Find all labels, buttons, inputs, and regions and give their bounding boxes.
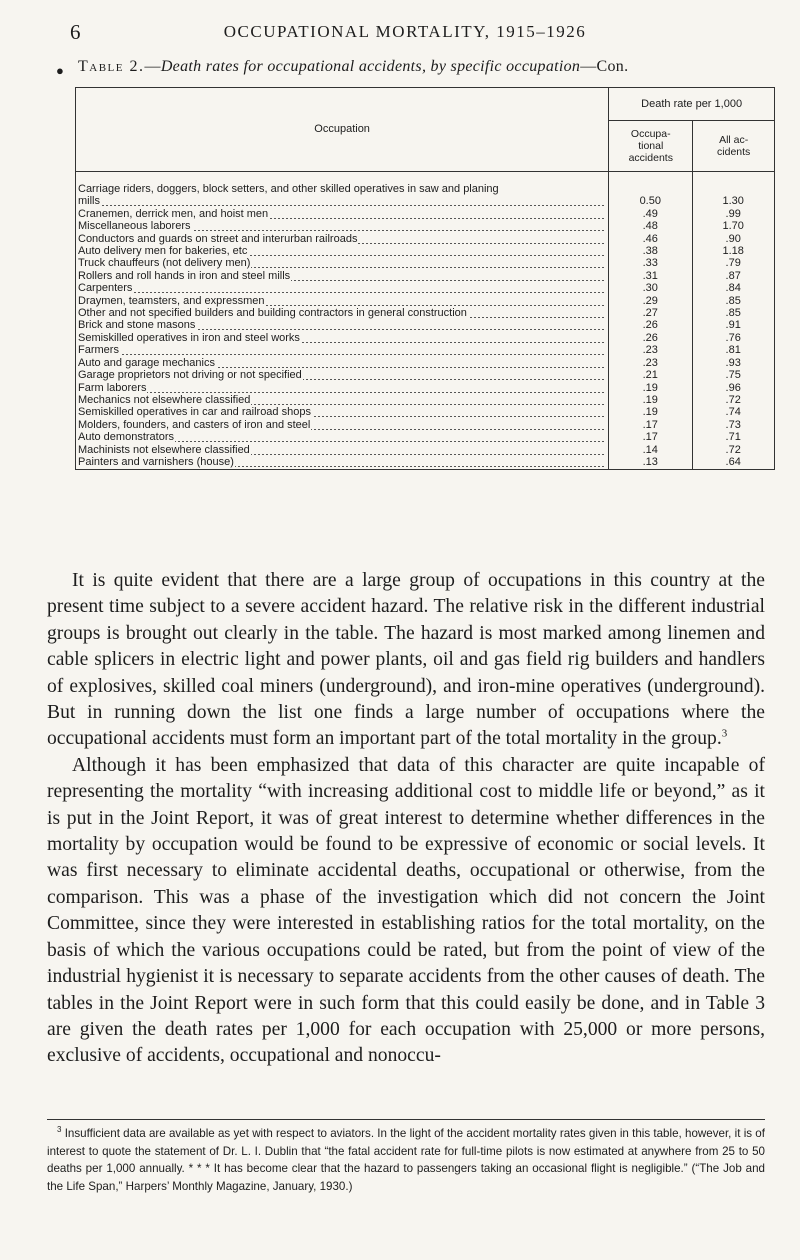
all-accidents-rate-cell: .93	[693, 357, 775, 369]
footnote-rule	[47, 1119, 765, 1120]
all-accidents-rate-cell: .72	[693, 394, 775, 406]
all-accidents-rate-cell: .85	[693, 295, 775, 307]
margin-bullet-mark: ●	[56, 63, 64, 78]
all-accidents-rate-cell: .90	[693, 233, 775, 245]
table-caption-dash: —	[144, 58, 161, 75]
table-caption-suffix: —Con.	[580, 58, 629, 75]
all-accidents-rate-cell: .76	[693, 332, 775, 344]
col-header-occupational-accidents: Occupa- tional accidents	[609, 121, 693, 172]
occupational-rate-cell: .49	[609, 208, 693, 220]
table-row	[76, 431, 775, 443]
table-row	[76, 233, 775, 245]
occupational-rate-cell: .14	[609, 444, 693, 456]
occupational-rate-cell: .19	[609, 406, 693, 418]
table-row	[76, 456, 775, 470]
occupational-rate-cell: .46	[609, 233, 693, 245]
all-accidents-rate-cell: .79	[693, 257, 775, 269]
occupational-rate-cell: .29	[609, 295, 693, 307]
occupation-cell: Semiskilled operatives in car and railroad shops	[76, 406, 609, 418]
footnotes	[47, 1125, 765, 1195]
table-caption	[78, 58, 628, 76]
footnote-3-text: Insufficient data are available as yet with respect to aviators. In the light of the accident mortality rates given in this table, however, it is of interest to quote the statement of Dr. L. I. Dublin that “the fatal accident rate for full-time pilots is now estimated at anywhere from 25 to 50 deaths per 1,000 annually. * * * It has become clear that the hazard to passengers taking an occasional flight is negligible.” (“The Job and the Life Span,” Harpers’ Monthly Magazine, January, 1930.)	[47, 1127, 765, 1193]
table-body	[76, 172, 775, 470]
occupation-cell: Auto demonstrators	[76, 431, 609, 443]
occupation-cell: Cranemen, derrick men, and hoist men	[76, 208, 609, 220]
occupational-rate-cell: .17	[609, 431, 693, 443]
occupation-cell: Miscellaneous laborers	[76, 220, 609, 232]
occupational-rate-cell: 0.50	[609, 183, 693, 208]
occupation-cell: Brick and stone masons	[76, 319, 609, 331]
footnote-ref-3: 3	[721, 727, 728, 740]
table-row	[76, 369, 775, 381]
all-accidents-rate-cell: .91	[693, 319, 775, 331]
table-row	[76, 344, 775, 356]
occupation-cell: Rollers and roll hands in iron and steel mills	[76, 270, 609, 282]
table-row	[76, 220, 775, 232]
table-caption-title: Death rates for occupational accidents, by specific occupation	[160, 58, 581, 75]
occupational-rate-cell: .31	[609, 270, 693, 282]
occupational-rate-cell: .38	[609, 245, 693, 257]
occupation-cell: Mechanics not elsewhere classified	[76, 394, 609, 406]
occupational-rate-cell: .26	[609, 332, 693, 344]
all-accidents-rate-cell: .64	[693, 456, 775, 470]
footnote-marker: 3	[57, 1125, 62, 1135]
table-row	[76, 357, 775, 369]
occupation-cell: Carpenters	[76, 282, 609, 294]
occupation-cell: Truck chauffeurs (not delivery men)	[76, 257, 609, 269]
table-row	[76, 444, 775, 456]
occupational-rate-cell: .27	[609, 307, 693, 319]
occupation-cell: Garage proprietors not driving or not specified	[76, 369, 609, 381]
occupational-rate-cell: .26	[609, 319, 693, 331]
table-row	[76, 282, 775, 294]
all-accidents-rate-cell: .73	[693, 419, 775, 431]
table-row	[76, 295, 775, 307]
table-row	[76, 307, 775, 319]
occupational-rate-cell: .33	[609, 257, 693, 269]
table-row	[76, 257, 775, 269]
all-accidents-rate-cell: .75	[693, 369, 775, 381]
occupation-cell: Painters and varnishers (house)	[76, 456, 609, 470]
table-row	[76, 208, 775, 220]
all-accidents-rate-cell: .72	[693, 444, 775, 456]
table-row	[76, 319, 775, 331]
all-accidents-rate-cell: .84	[693, 282, 775, 294]
table-row	[76, 332, 775, 344]
all-accidents-rate-cell: .81	[693, 344, 775, 356]
table-row	[76, 382, 775, 394]
occupation-cell: Conductors and guards on street and interurban railroads	[76, 233, 609, 245]
occupation-cell: Carriage riders, doggers, block setters, and other skilled operatives in saw and planing mills	[76, 183, 609, 208]
occupation-cell: Farmers	[76, 344, 609, 356]
all-accidents-rate-cell: .99	[693, 208, 775, 220]
paragraph-2: Although it has been emphasized that data of this character are quite incapable of representing the mortality “with increasing additional cost to middle life or beyond,” as it is put in the Joint Report, it was of great interest to determine whether differences in the mortality by occupation would be found to be expressive of economic or social levels. It was first necessary to eliminate accidental deaths, occupational or otherwise, from the comparison. This was a phase of the investigation which did not concern the Joint Committee, since they were interested in establishing ratios for the total mortality, on the basis of which the various occupations could be rated, but from the point of view of the industrial hygienist it is necessary to separate accidents from the other causes of death. The tables in the Joint Report were in such form that this could easily be done, and in Table 3 are given the death rates per 1,000 for each occupation with 25,000 or more persons, exclusive of accidents, occupational and nonoccu-	[47, 754, 765, 1067]
occupational-rate-cell: .23	[609, 357, 693, 369]
all-accidents-rate-cell: .74	[693, 406, 775, 418]
occupation-cell: Semiskilled operatives in iron and steel works	[76, 332, 609, 344]
footnote-3	[47, 1125, 765, 1195]
running-head	[70, 20, 740, 44]
occupation-cell: Molders, founders, and casters of iron and steel	[76, 419, 609, 431]
occupation-cell: Auto and garage mechanics	[76, 357, 609, 369]
all-accidents-rate-cell: 1.30	[693, 183, 775, 208]
occupational-rate-cell: .19	[609, 394, 693, 406]
table-row	[76, 183, 775, 208]
col-header-death-rate: Death rate per 1,000	[609, 88, 775, 121]
table-row	[76, 394, 775, 406]
paragraph-1-text: It is quite evident that there are a large group of occupations in this country at the present time subject to a severe accident hazard. The relative risk in the different industrial groups is brought out clearly in the table. The hazard is most marked among linemen and cable splicers in electric light and power plants, oil and gas field rig builders and handlers of explosives, skilled coal miners (underground), and iron-mine operatives (underground). But in running down the list one finds a large number of occupations where the occupational accidents must form an important part of the total mortality in the group.	[47, 570, 765, 750]
occupation-cell: Auto delivery men for bakeries, etc	[76, 245, 609, 257]
occupational-rate-cell: .30	[609, 282, 693, 294]
table-row	[76, 270, 775, 282]
table-caption-label: Table 2.	[78, 58, 145, 75]
occupational-rate-cell: .17	[609, 419, 693, 431]
paragraph-1	[47, 568, 765, 753]
running-title: OCCUPATIONAL MORTALITY, 1915–1926	[223, 22, 587, 41]
table-row	[76, 406, 775, 418]
table-row	[76, 245, 775, 257]
occupational-rate-cell: .13	[609, 456, 693, 470]
occupation-cell: Farm laborers	[76, 382, 609, 394]
death-rates-table	[75, 87, 775, 470]
occupational-rate-cell: .23	[609, 344, 693, 356]
all-accidents-rate-cell: 1.18	[693, 245, 775, 257]
all-accidents-rate-cell: .85	[693, 307, 775, 319]
occupation-cell: Machinists not elsewhere classified	[76, 444, 609, 456]
occupational-rate-cell: .48	[609, 220, 693, 232]
page-number: 6	[70, 20, 81, 44]
all-accidents-rate-cell: 1.70	[693, 220, 775, 232]
table-row	[76, 419, 775, 431]
body-text	[47, 568, 765, 1070]
all-accidents-rate-cell: .87	[693, 270, 775, 282]
occupation-cell: Draymen, teamsters, and expressmen	[76, 295, 609, 307]
occupational-rate-cell: .19	[609, 382, 693, 394]
col-header-all-accidents: All ac- cidents	[693, 121, 775, 172]
occupational-rate-cell: .21	[609, 369, 693, 381]
occupation-cell: Other and not specified builders and building contractors in general construction	[76, 307, 609, 319]
col-header-occupation: Occupation	[76, 88, 609, 172]
all-accidents-rate-cell: .71	[693, 431, 775, 443]
all-accidents-rate-cell: .96	[693, 382, 775, 394]
